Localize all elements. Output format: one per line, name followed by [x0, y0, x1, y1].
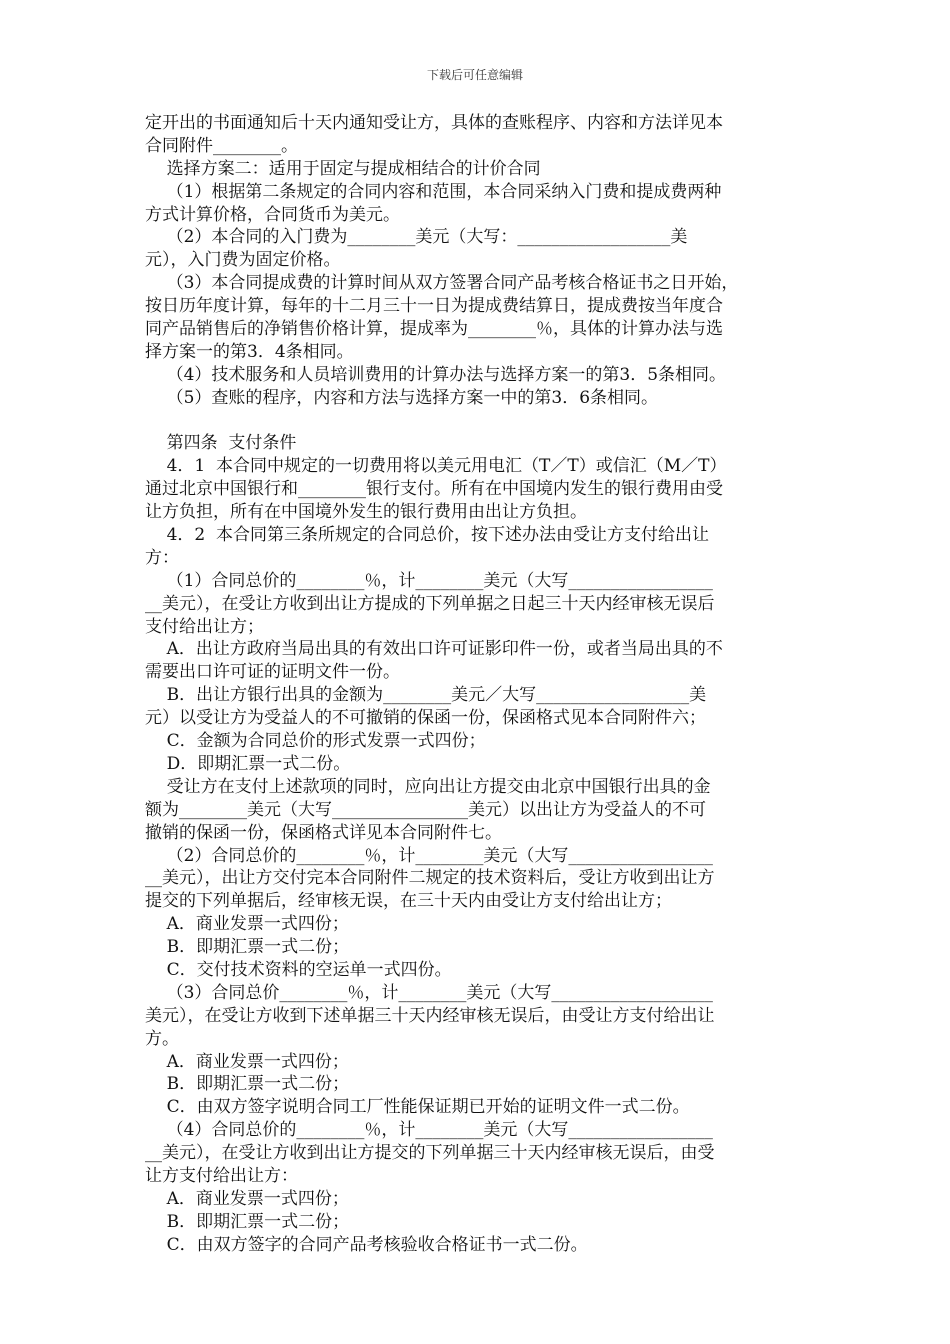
text-line: （2）本合同的入门费为________美元（大写：__________________美	[145, 227, 688, 248]
text-line: （1）合同总价的________％，计________美元（大写_________________	[145, 570, 713, 591]
blank-line	[145, 410, 810, 433]
text-line: 让方负担，所有在中国境外发生的银行费用由出让方负担。	[145, 502, 587, 523]
text-line: （3）合同总价________％，计________美元（大写___________________	[145, 982, 713, 1003]
text-line: （2）合同总价的________％，计________美元（大写_________________	[145, 845, 713, 866]
text-line: __美元），出让方交付完本合同附件二规定的技术资料后，受让方收到出让方	[145, 868, 715, 889]
text-line: 方。	[145, 1028, 179, 1049]
text-line: 定开出的书面通知后十天内通知受让方，具体的查账程序、内容和方法详见本	[145, 113, 723, 133]
text-line: C．交付技术资料的空运单一式四份。	[145, 959, 452, 980]
text-line: C．由双方签字的合同产品考核验收合格证书一式二份。	[145, 1234, 588, 1255]
text-line: 方式计算价格，合同货币为美元。	[145, 204, 400, 225]
text-line: 择方案一的第3．4条相同。	[145, 341, 354, 362]
text-line: 元）以受让方为受益人的不可撤销的保函一份，保函格式见本合同附件六；	[145, 708, 706, 729]
text-line: 撤销的保函一份，保函格式详见本合同附件七。	[145, 822, 502, 843]
text-line: 需要出口许可证的证明文件一份。	[145, 662, 400, 683]
text-line: 受让方在支付上述款项的同时，应向出让方提交由北京中国银行出具的金	[145, 776, 711, 797]
text-line: A．出让方政府当局出具的有效出口许可证影印件一份，或者当局出具的不	[145, 639, 723, 660]
text-line: 同产品销售后的净销售价格计算，提成率为________％，具体的计算办法与选	[145, 319, 723, 340]
text-line: 让方支付给出让方：	[145, 1165, 298, 1186]
text-line: 支付给出让方；	[145, 616, 264, 637]
text-line: 通过北京中国银行和________银行支付。所有在中国境内发生的银行费用由受	[145, 479, 723, 500]
text-line: C．由双方签字说明合同工厂性能保证期已开始的证明文件一式二份。	[145, 1097, 690, 1118]
text-line: B．出让方银行出具的金额为________美元／大写__________________美	[145, 685, 707, 706]
text-line: 方：	[145, 547, 179, 568]
text-line: （4）技术服务和人员培训费用的计算办法与选择方案一的第3．5条相同。	[145, 364, 727, 385]
text-line: 选择方案二：适用于固定与提成相结合的计价合同	[145, 158, 541, 179]
text-line: A．商业发票一式四份；	[145, 1051, 349, 1072]
text-line: 额为________美元（大写________________美元）以出让方为受益人的不可	[145, 799, 706, 820]
text-line: （5）查账的程序，内容和方法与选择方案一中的第3．6条相同。	[145, 387, 659, 408]
text-line: 第四条 支付条件	[145, 433, 297, 454]
text-line: 合同附件________。	[145, 135, 298, 156]
text-line: 4．2 本合同第三条所规定的合同总价，按下述办法由受让方支付给出让	[145, 525, 710, 546]
text-line: 4．1 本合同中规定的一切费用将以美元用电汇（T／T）或信汇（M／T）	[145, 456, 727, 477]
text-line: A．商业发票一式四份；	[145, 914, 349, 935]
text-line: B．即期汇票一式二份；	[145, 1074, 350, 1095]
text-line: （3）本合同提成费的计算时间从双方签署合同产品考核合格证书之日开始，	[145, 273, 739, 294]
text-line: __美元），在受让方收到出让方提成的下列单据之日起三十天内经审核无误后	[145, 593, 715, 614]
page-header: 下载后可任意编辑	[426, 68, 523, 82]
text-line: 美元），在受让方收到下述单据三十天内经审核无误后，由受让方支付给出让	[145, 1005, 715, 1026]
text-line: B．即期汇票一式二份；	[145, 1211, 350, 1232]
text-line: （1）根据第二条规定的合同内容和范围，本合同采纳入门费和提成费两种	[145, 181, 722, 202]
text-line: __美元），在受让方收到出让方提交的下列单据三十天内经审核无误后，由受	[145, 1143, 715, 1164]
text-line: 按日历年度计算，每年的十二月三十一日为提成费结算日，提成费按当年度合	[145, 296, 723, 317]
text-line: 元），入门费为固定价格。	[145, 250, 341, 271]
document-body	[145, 112, 810, 1257]
text-line: C．金额为合同总价的形式发票一式四份；	[145, 731, 486, 752]
text-line: B．即期汇票一式二份；	[145, 937, 350, 958]
text-line: （4）合同总价的________％，计________美元（大写_________________	[145, 1120, 713, 1141]
text-line: 提交的下列单据后，经审核无误，在三十天内由受让方支付给出让方；	[145, 891, 672, 912]
text-line: A．商业发票一式四份；	[145, 1188, 349, 1209]
text-line: D．即期汇票一式二份。	[145, 753, 351, 774]
